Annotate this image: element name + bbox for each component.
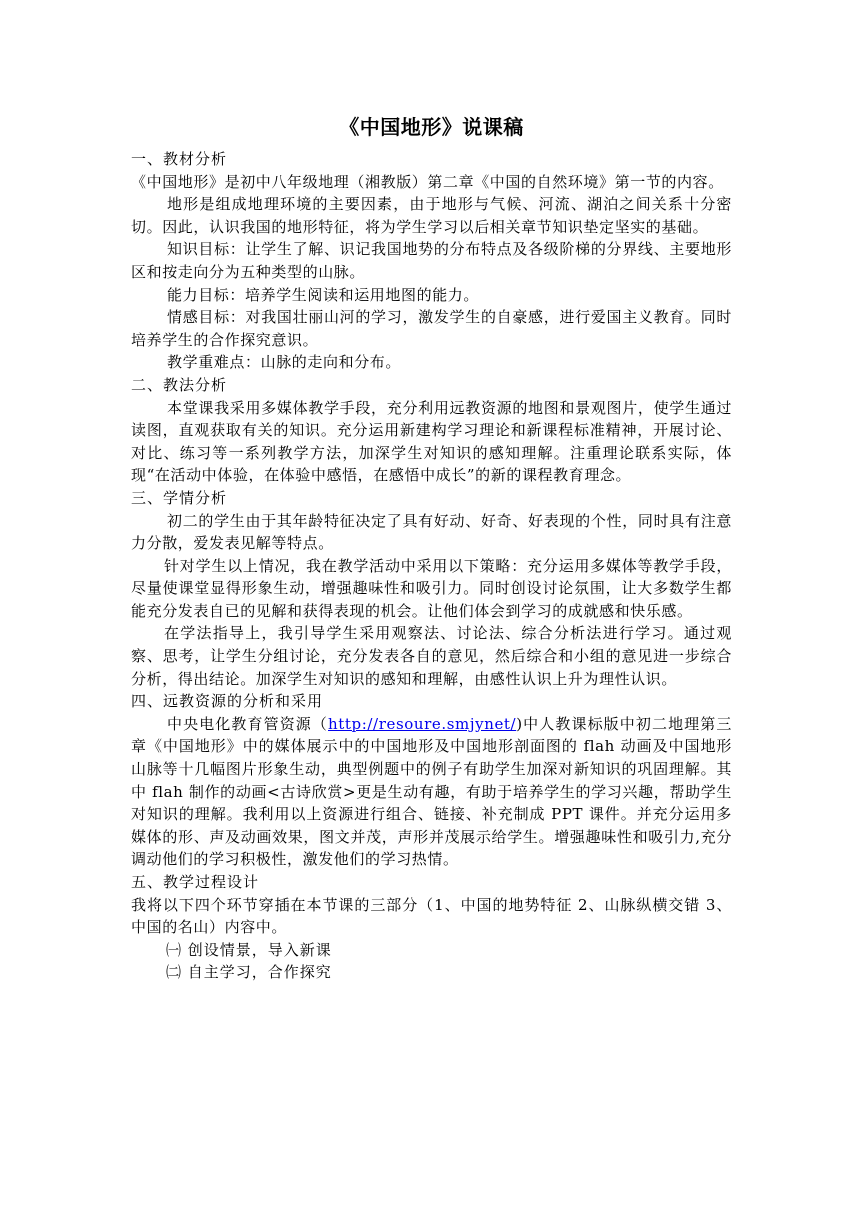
- paragraph: 初二的学生由于其年龄特征决定了具有好动、好奇、好表现的个性，同时具有注意力分散，爱发表见解等特点。: [131, 511, 732, 553]
- resource-link[interactable]: http://resoure.smjynet/: [328, 714, 517, 733]
- document-title: 《中国地形》说课稿: [339, 115, 524, 139]
- paragraph-text: 中央电化教育管资源（: [167, 714, 329, 733]
- paragraph: 在学法指导上，我引导学生采用观察法、讨论法、综合分析法进行学习。通过观察、思考，让学生分组讨论，充分发表各自的意见，然后综合和小组的意见进一步综合分析，得出结论。加深学生对知识的感知和理解，由感性认识上升为理性认识。: [131, 624, 732, 688]
- section-heading-1: 一、教材分析: [131, 150, 228, 168]
- paragraph: 能力目标：培养学生阅读和运用地图的能力。: [167, 285, 480, 304]
- list-item: ㈡ 自主学习，合作探究: [166, 963, 332, 982]
- paragraph: [131, 713, 732, 871]
- paragraph: 地形是组成地理环境的主要因素，由于地形与气候、河流、湖泊之间关系十分密切。因此，认识我国的地形特征，将为学生学习以后相关章节知识垫定坚实的基础。: [131, 195, 732, 236]
- list-item: ㈠ 创设情景，导入新课: [166, 940, 332, 959]
- document-page: [131, 110, 732, 984]
- paragraph: 知识目标：让学生了解、识记我国地势的分布特点及各级阶梯的分界线、主要地形区和按走向分为五种类型的山脉。: [131, 240, 732, 281]
- paragraph: 《中国地形》是初中八年级地理（湘教版）第二章《中国的自然环境》第一节的内容。: [131, 172, 724, 191]
- paragraph: 情感目标：对我国壮丽山河的学习，激发学生的自豪感，进行爱国主义教育。同时培养学生的合作探究意识。: [131, 308, 732, 349]
- paragraph: 教学重难点：山脉的走向和分布。: [167, 353, 402, 372]
- section-heading-5: 五、教学过程设计: [131, 873, 260, 891]
- paragraph: 我将以下四个环节穿插在本节课的三部分（1、中国的地势特征 2、山脉纵横交错 3、中国的名山）内容中。: [131, 895, 732, 937]
- section-heading-2: 二、教法分析: [131, 375, 228, 394]
- section-heading-3: 三、学情分析: [131, 488, 228, 507]
- paragraph: 针对学生以上情况，我在教学活动中采用以下策略：充分运用多媒体等教学手段，尽量使课堂显得形象生动，增强趣味性和吸引力。同时创设讨论氛围，让大多数学生都能充分发表自已的见解和获得表现的机会。让他们体会到学习的成就感和快乐感。: [131, 556, 732, 620]
- paragraph: 本堂课我采用多媒体教学手段，充分利用远教资源的地图和景观图片，使学生通过读图，直观获取有关的知识。充分运用新建构学习理论和新课程标准精神，开展讨论、对比、练习等一系列教学方法，加深学生对知识的感知理解。注重理论联系实际，体现“在活动中体验，在体验中感悟，在感悟中成长”的新的课程教育理念。: [131, 398, 732, 485]
- section-heading-4: 四、远教资源的分析和采用: [131, 692, 324, 711]
- paragraph-text: )中人教课标版中初二地理第三章《中国地形》中的媒体展示中的中国地形及中国地形剖面图的 flah 动画及中国地形山脉等十几幅图片形象生动，典型例题中的例子有助学生加深对新知识的巩固理解。其中 flah 制作的动画<古诗欣赏>更是生动有趣，有助于培养学生的学习兴趣，帮助学生对知识的理解。我利用以上资源进行组合、链接、补充制成 PPT 课件。并充分运用多媒体的形、声及动画效果，图文并茂，声形并茂展示给学生。增强趣味性和吸引力,充分调动他们的学习积极性，激发他们的学习热情。: [131, 714, 732, 869]
